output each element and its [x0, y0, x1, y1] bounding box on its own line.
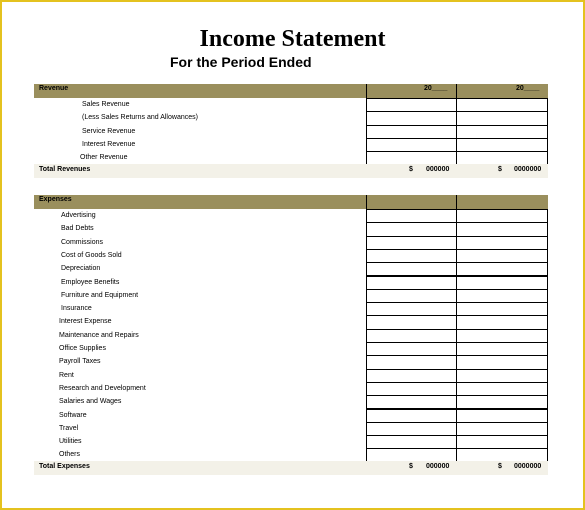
- revenue-value-cell-1[interactable]: [366, 138, 457, 152]
- expenses-value-cell-1[interactable]: [366, 329, 457, 343]
- expenses-value-cell-1[interactable]: [366, 435, 457, 449]
- column-divider: [366, 84, 367, 98]
- revenue-total-dollar-2: $: [498, 166, 502, 173]
- expenses-item-label: Employee Benefits: [61, 278, 120, 286]
- expenses-item-label: Utilities: [59, 438, 82, 446]
- expenses-item-label: Insurance: [61, 305, 92, 313]
- expenses-header-label: Expenses: [39, 196, 72, 203]
- revenue-total-band: [34, 164, 548, 178]
- document-title: Income Statement: [199, 26, 386, 52]
- column-divider: [456, 84, 457, 98]
- expenses-value-cell-1[interactable]: [366, 222, 457, 236]
- expenses-value-cell-1[interactable]: [366, 395, 457, 409]
- expenses-item-label: Commissions: [61, 238, 104, 246]
- revenue-value-cell-2[interactable]: [456, 138, 548, 152]
- expenses-value-cell-1[interactable]: [366, 355, 457, 369]
- revenue-total-label: Total Revenues: [39, 166, 91, 173]
- expenses-value-cell-1[interactable]: [366, 289, 457, 303]
- expenses-value-cell-1[interactable]: [366, 276, 457, 290]
- expenses-value-cell-2[interactable]: [456, 262, 548, 276]
- expenses-item-label: Cost of Goods Sold: [61, 251, 122, 259]
- expenses-value-cell-1[interactable]: [366, 382, 457, 396]
- expenses-header-band: [34, 195, 548, 209]
- revenue-value-cell-2[interactable]: [456, 125, 548, 139]
- expenses-item-label: Software: [59, 411, 87, 419]
- revenue-item-label: Sales Revenue: [82, 101, 130, 108]
- expenses-value-cell-2[interactable]: [456, 355, 548, 369]
- revenue-total-dollar-1: $: [409, 166, 413, 173]
- expenses-value-cell-2[interactable]: [456, 329, 548, 343]
- expenses-total-amount-1: 000000: [426, 463, 450, 470]
- expenses-item-label: Maintenance and Repairs: [59, 331, 139, 339]
- expenses-value-cell-1[interactable]: [366, 249, 457, 263]
- expenses-total-amount-2: 0000000: [514, 463, 542, 470]
- revenue-item-label: Other Revenue: [80, 154, 128, 162]
- expenses-value-cell-2[interactable]: [456, 435, 548, 449]
- document-subtitle: For the Period Ended: [170, 54, 312, 70]
- expenses-item-label: Advertising: [61, 212, 96, 219]
- expenses-item-label: Salaries and Wages: [59, 398, 122, 406]
- expenses-total-dollar-2: $: [498, 463, 502, 470]
- expenses-value-cell-1[interactable]: [366, 342, 457, 356]
- expenses-value-cell-1[interactable]: [366, 409, 457, 423]
- expenses-value-cell-2[interactable]: [456, 236, 548, 250]
- expenses-value-cell-2[interactable]: [456, 342, 548, 356]
- expenses-value-cell-2[interactable]: [456, 382, 548, 396]
- expenses-value-cell-2[interactable]: [456, 222, 548, 236]
- revenue-item-label: Interest Revenue: [82, 140, 136, 148]
- expenses-value-cell-2[interactable]: [456, 276, 548, 290]
- expenses-value-cell-2[interactable]: [456, 289, 548, 303]
- expenses-total-band: [34, 461, 548, 475]
- expenses-value-cell-2[interactable]: [456, 409, 548, 423]
- revenue-year-2: 20____: [516, 85, 540, 92]
- revenue-value-cell-2[interactable]: [456, 111, 548, 125]
- revenue-value-cell-1[interactable]: [366, 98, 457, 112]
- revenue-total-amount-1: 000000: [426, 166, 450, 173]
- expenses-value-cell-1[interactable]: [366, 209, 457, 223]
- expenses-total-dollar-1: $: [409, 463, 413, 470]
- expenses-value-cell-1[interactable]: [366, 302, 457, 316]
- revenue-value-cell-1[interactable]: [366, 125, 457, 139]
- expenses-item-label: Furniture and Equipment: [61, 291, 139, 299]
- expenses-value-cell-1[interactable]: [366, 422, 457, 436]
- column-divider: [456, 195, 457, 209]
- expenses-value-cell-2[interactable]: [456, 302, 548, 316]
- revenue-value-cell-1[interactable]: [366, 111, 457, 125]
- expenses-value-cell-2[interactable]: [456, 422, 548, 436]
- expenses-value-cell-2[interactable]: [456, 395, 548, 409]
- expenses-total-label: Total Expenses: [39, 463, 90, 470]
- expenses-value-cell-2[interactable]: [456, 209, 548, 223]
- expenses-item-label: Research and Development: [59, 384, 146, 392]
- revenue-header-band: [34, 84, 548, 98]
- column-divider: [366, 195, 367, 209]
- revenue-total-amount-2: 0000000: [514, 166, 542, 173]
- revenue-year-1: 20____: [424, 85, 448, 92]
- expenses-item-label: Interest Expense: [59, 318, 112, 326]
- expenses-value-cell-2[interactable]: [456, 249, 548, 263]
- expenses-item-label: Payroll Taxes: [59, 358, 101, 366]
- expenses-value-cell-1[interactable]: [366, 236, 457, 250]
- revenue-item-label: Service Revenue: [82, 127, 136, 135]
- expenses-item-label: Depreciation: [61, 265, 101, 273]
- expenses-value-cell-2[interactable]: [456, 315, 548, 329]
- revenue-item-label: (Less Sales Returns and Allowances): [82, 114, 198, 122]
- expenses-value-cell-1[interactable]: [366, 369, 457, 383]
- expenses-value-cell-1[interactable]: [366, 262, 457, 276]
- expenses-item-label: Office Supplies: [59, 345, 106, 352]
- revenue-value-cell-2[interactable]: [456, 98, 548, 112]
- expenses-item-label: Bad Debts: [61, 225, 94, 233]
- expenses-item-label: Travel: [59, 424, 79, 432]
- expenses-value-cell-2[interactable]: [456, 369, 548, 383]
- revenue-header-label: Revenue: [39, 85, 69, 92]
- expenses-item-label: Others: [59, 451, 81, 459]
- expenses-value-cell-1[interactable]: [366, 315, 457, 329]
- expenses-item-label: Rent: [59, 371, 74, 379]
